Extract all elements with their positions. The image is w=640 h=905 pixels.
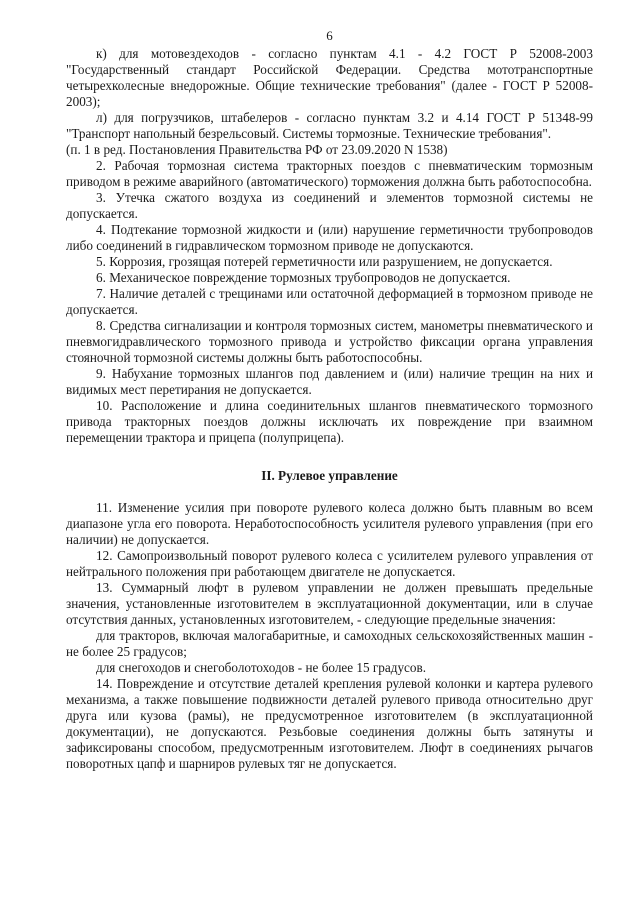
amendment-note: (п. 1 в ред. Постановления Правительства РФ от 23.09.2020 N 1538) (66, 142, 448, 157)
paragraph-9: 9. Набухание тормозных шлангов под давлением и (или) наличие трещин на них и видимых мест перетирания не допускается. (66, 366, 593, 397)
paragraph-11: 11. Изменение усилия при повороте рулевого колеса должно быть плавным во всем диапазоне угла его поворота. Неработоспособность усилителя рулевого управления (при его наличии) не допускается. (66, 500, 593, 547)
paragraph-6: 6. Механическое повреждение тормозных трубопроводов не допускается. (96, 270, 511, 285)
paragraph-13: 13. Суммарный люфт в рулевом управлении не должен превышать предельные значения, установленные изготовителем в эксплуатационной документации, или в случае отсутствия данных, установленных изготовителем, - следующие предельные значения: (66, 580, 593, 627)
paragraph-4: 4. Подтекание тормозной жидкости и (или) нарушение герметичности трубопроводов либо соединений в гидравлическом тормозном приводе не допускаются. (66, 222, 593, 253)
paragraph-13-tractors: для тракторов, включая малогабаритные, и самоходных сельскохозяйственных машин - не более 25 градусов; (66, 628, 593, 659)
paragraph-12: 12. Самопроизвольный поворот рулевого колеса с усилителем рулевого управления от нейтрального положения при работающем двигателе не допускается. (66, 548, 593, 579)
paragraph-8: 8. Средства сигнализации и контроля тормозных систем, манометры пневматического и пневмогидравлического тормозного привода и устройство фиксации органа управления стояночной тормозной системы должны быть работоспособны. (66, 318, 593, 365)
steering-section (66, 500, 593, 772)
page-number: 6 (326, 28, 333, 43)
paragraph-3: 3. Утечка сжатого воздуха из соединений и элементов тормозной системы не допускается. (66, 190, 593, 221)
document-page (66, 28, 593, 772)
paragraph-k: к) для мотовездеходов - согласно пунктам 4.1 - 4.2 ГОСТ Р 52008-2003 "Государственный стандарт Российской Федерации. Средства мототранспортные четырехколесные внедорожные. Общие технические требования" (далее - ГОСТ Р 52008-2003); (66, 46, 593, 109)
paragraph-5: 5. Коррозия, грозящая потерей герметичности или разрушением, не допускается. (96, 254, 553, 269)
paragraph-10: 10. Расположение и длина соединительных шлангов пневматического тормозного привода тракторных поездов должны исключать их повреждение при взаимном перемещении трактора и прицепа (полуприцепа). (66, 398, 593, 445)
paragraph-l: л) для погрузчиков, штабелеров - согласно пунктам 3.2 и 4.14 ГОСТ Р 51348-99 "Транспорт напольный безрельсовый. Системы тормозные. Технические требования". (66, 110, 593, 141)
braking-section (66, 46, 593, 446)
paragraph-2: 2. Рабочая тормозная система тракторных поездов с пневматическим тормозным приводом в режиме аварийного (автоматического) торможения должна быть работоспособна. (66, 158, 593, 189)
paragraph-14: 14. Повреждение и отсутствие деталей крепления рулевой колонки и картера рулевого механизма, а также повышение подвижности деталей рулевого привода относительно друг друга или кузова (рамы), не предусмотренное изготовителем (в эксплуатационной документации), не допускаются. Резьбовые соединения должны быть затянуты и зафиксированы способом, предусмотренным изготовителем. Люфт в соединениях рычагов поворотных цапф и шарниров рулевых тяг не допускается. (66, 676, 593, 771)
paragraph-7: 7. Наличие деталей с трещинами или остаточной деформацией в тормозном приводе не допускается. (66, 286, 593, 317)
paragraph-13-snowmobiles: для снегоходов и снегоболотоходов - не более 15 градусов. (96, 660, 427, 675)
section-title-steering: II. Рулевое управление (261, 468, 398, 483)
